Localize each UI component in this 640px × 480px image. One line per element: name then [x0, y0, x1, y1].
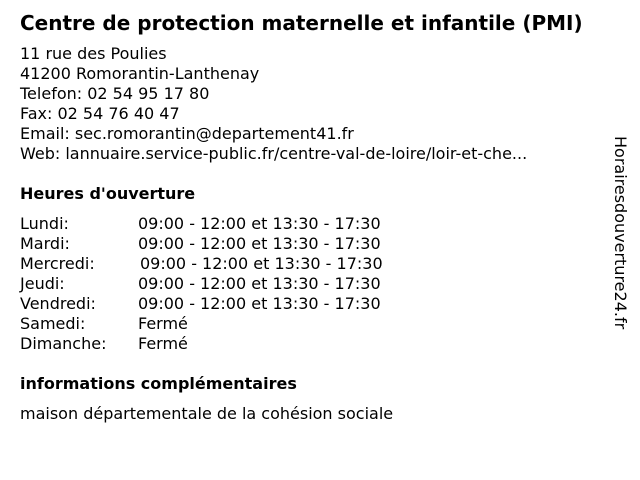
opening-hours-heading: Heures d'ouverture: [20, 184, 196, 203]
site-watermark: Horairesdouverture24.fr: [611, 136, 630, 330]
hours-value: 09:00 - 12:00 et 13:30 - 17:30: [138, 214, 381, 233]
hours-value: Fermé: [138, 334, 188, 353]
hours-row-friday: [20, 294, 383, 314]
hours-row-thursday: [20, 274, 383, 294]
page-title: Centre de protection maternelle et infantile (PMI): [20, 11, 583, 35]
city-postal-code: 41200 Romorantin-Lanthenay: [20, 64, 260, 83]
hours-day: Samedi:: [20, 314, 86, 333]
hours-row-wednesday: [20, 254, 383, 274]
hours-day: Jeudi:: [20, 274, 65, 293]
hours-row-saturday: [20, 314, 383, 334]
street-address: 11 rue des Poulies: [20, 44, 167, 63]
hours-value: 09:00 - 12:00 et 13:30 - 17:30: [140, 254, 383, 273]
additional-info-text: maison départementale de la cohésion sociale: [20, 404, 394, 423]
email-address: Email: sec.romorantin@departement41.fr: [20, 124, 354, 143]
hours-day: Mercredi:: [20, 254, 95, 273]
hours-value: 09:00 - 12:00 et 13:30 - 17:30: [138, 294, 381, 313]
website-url: Web: lannuaire.service-public.fr/centre-val-de-loire/loir-et-che...: [20, 144, 528, 163]
hours-value: Fermé: [138, 314, 188, 333]
address-block: [20, 44, 527, 164]
hours-day: Lundi:: [20, 214, 69, 233]
hours-day: Dimanche:: [20, 334, 107, 353]
opening-hours-table: [20, 214, 383, 354]
hours-value: 09:00 - 12:00 et 13:30 - 17:30: [138, 234, 381, 253]
phone-number: Telefon: 02 54 95 17 80: [20, 84, 210, 103]
hours-day: Mardi:: [20, 234, 70, 253]
additional-info-heading: informations complémentaires: [20, 374, 297, 393]
hours-day: Vendredi:: [20, 294, 96, 313]
fax-number: Fax: 02 54 76 40 47: [20, 104, 180, 123]
hours-row-sunday: [20, 334, 383, 354]
hours-row-tuesday: [20, 234, 383, 254]
hours-value: 09:00 - 12:00 et 13:30 - 17:30: [138, 274, 381, 293]
hours-row-monday: [20, 214, 383, 234]
